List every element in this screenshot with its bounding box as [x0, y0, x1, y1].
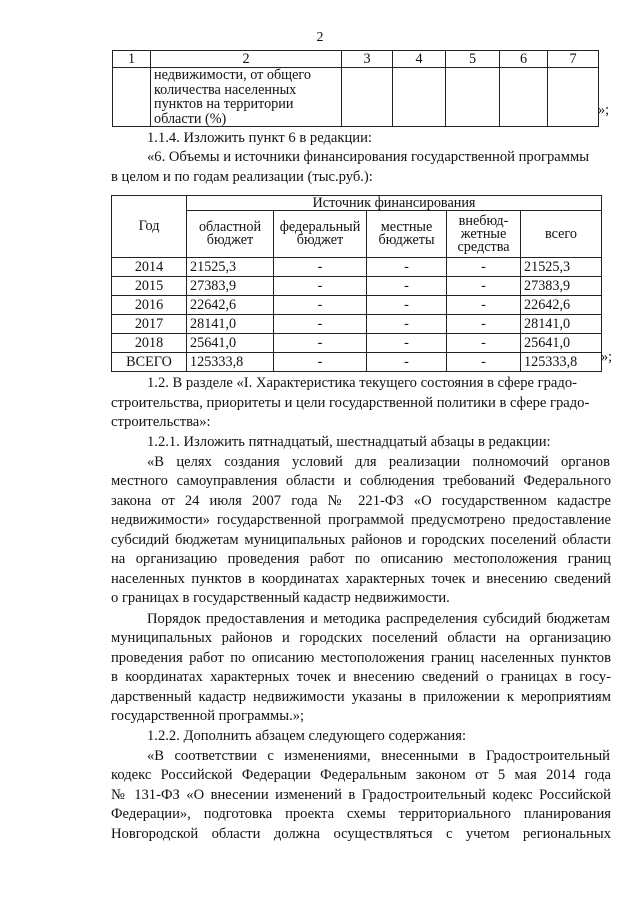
header-extrabudgetary — [447, 211, 521, 258]
federal-cell: - — [274, 334, 367, 353]
financing-table — [111, 195, 602, 372]
year-cell: 2014 — [112, 258, 187, 277]
table-row — [112, 258, 602, 277]
paragraph-line: о границах в государственный кадастр недвижимости. — [111, 590, 450, 606]
paragraph-line: «В целях создания условий для реализации полномочий органов — [147, 454, 610, 470]
year-cell: 2017 — [112, 315, 187, 334]
local-cell: - — [367, 258, 447, 277]
total-cell: 25641,0 — [521, 334, 602, 353]
header-federal — [274, 211, 367, 258]
table-cell — [500, 68, 548, 127]
regional-cell: 28141,0 — [187, 315, 274, 334]
local-cell: - — [367, 277, 447, 296]
extrabudgetary-cell: - — [447, 315, 521, 334]
cell-line: недвижимости, от общего — [154, 67, 311, 83]
cell-line: пунктов на территории — [154, 96, 294, 112]
extrabudgetary-cell: - — [447, 277, 521, 296]
column-number: 5 — [446, 51, 500, 68]
column-number: 7 — [548, 51, 599, 68]
header-line: всего — [545, 225, 577, 242]
paragraph-line: в координатах характерных точек и внесению сведений о границах в госу- — [111, 669, 611, 685]
extrabudgetary-cell: - — [447, 334, 521, 353]
table-row — [112, 315, 602, 334]
regional-cell: 125333,8 — [187, 353, 274, 372]
header-line: бюджет — [296, 232, 344, 248]
federal-cell: - — [274, 277, 367, 296]
total-cell: 27383,9 — [521, 277, 602, 296]
header-regional — [187, 211, 274, 258]
paragraph-1-2-2: 1.2.2. Дополнить абзацем следующего содержания: — [147, 728, 467, 744]
paragraph-line: на организацию проведения работ по описанию местоположения границ — [111, 551, 611, 567]
header-line: внебюд- — [458, 212, 509, 229]
table-cell — [548, 68, 599, 127]
paragraph-line: субсидий бюджетам муниципальных районов и городских поселений области — [111, 532, 611, 548]
header-line: жетные — [460, 225, 507, 242]
total-cell: 21525,3 — [521, 258, 602, 277]
regional-cell: 27383,9 — [187, 277, 274, 296]
federal-cell: - — [274, 258, 367, 277]
table-row — [112, 296, 602, 315]
table-row — [112, 277, 602, 296]
local-cell: - — [367, 334, 447, 353]
header-line: федеральный — [279, 219, 361, 235]
year-cell: 2015 — [112, 277, 187, 296]
total-cell: 125333,8 — [521, 353, 602, 372]
paragraph-line: № 131-ФЗ «О внесении изменений в Градостроительный кодекс Российской — [111, 787, 611, 803]
paragraph-line: 1.2. В разделе «I. Характеристика текущего состояния в сфере градо- — [147, 375, 577, 391]
paragraph-line: строительства, приоритеты и цели государственной политики в сфере градо- — [111, 395, 590, 411]
federal-cell: - — [274, 315, 367, 334]
quote-close: »; — [598, 102, 610, 118]
column-number: 3 — [342, 51, 393, 68]
paragraph-1-1-4: 1.1.4. Изложить пункт 6 в редакции: — [147, 130, 372, 146]
table-row — [112, 353, 602, 372]
header-line: областной — [198, 219, 262, 235]
table-row — [112, 334, 602, 353]
paragraph-line: кодекс Российской Федерации Федеральным законом от 5 мая 2014 года — [111, 767, 611, 783]
federal-cell: - — [274, 296, 367, 315]
header-local — [367, 211, 447, 258]
continued-table — [112, 50, 599, 127]
total-cell: 22642,6 — [521, 296, 602, 315]
page-number: 2 — [316, 30, 324, 45]
paragraph-line: муниципальных районов и городских поселений области на организацию — [111, 630, 611, 646]
paragraph-line: местного самоуправления области и соблюдения требований Федерального — [111, 473, 611, 489]
paragraph-line: недвижимости» государственной программой предусмотрено предоставление — [111, 512, 611, 528]
column-number: 1 — [113, 51, 151, 68]
extrabudgetary-cell: - — [447, 353, 521, 372]
header-line: местные — [380, 219, 433, 235]
cell-line: количества населенных — [154, 81, 297, 98]
table-cell — [113, 68, 151, 127]
paragraph-line: в целом и по годам реализации (тыс.руб.): — [111, 169, 373, 185]
paragraph-line: дарственный кадастр недвижимости указаны в приложении к мероприятиям — [111, 689, 611, 705]
header-source: Источник финансирования — [187, 196, 602, 211]
paragraph-line: Порядок предоставления и методика распределения субсидий бюджетам — [147, 611, 610, 627]
paragraph-1-2-1: 1.2.1. Изложить пятнадцатый, шестнадцатый абзацы в редакции: — [147, 434, 551, 450]
paragraph-line: «6. Объемы и источники финансирования государственной программы — [147, 149, 590, 165]
year-cell: 2016 — [112, 296, 187, 315]
paragraph-line: Федерации», подготовка проекта схемы территориального планирования — [111, 806, 611, 822]
table-cell — [393, 68, 446, 127]
extrabudgetary-cell: - — [447, 258, 521, 277]
quote-close: »; — [601, 349, 613, 365]
local-cell: - — [367, 315, 447, 334]
paragraph-line: населенных пунктов в координатах характерных точек и внесению сведений — [111, 571, 611, 587]
year-cell: ВСЕГО — [112, 353, 187, 372]
paragraph-line: строительства»: — [111, 414, 211, 430]
paragraph-line: Новгородской области должна осуществляться с учетом региональных — [111, 826, 611, 842]
cell-line: области (%) — [154, 110, 227, 127]
table-cell — [446, 68, 500, 127]
column-number: 4 — [393, 51, 446, 68]
header-line: средства — [457, 238, 510, 255]
paragraph-line: закона от 24 июля 2007 года № 221-ФЗ «О государственном кадастре — [111, 493, 611, 509]
paragraph-line: проведения работ по описанию местоположения границ населенных пунктов — [111, 650, 611, 666]
header-total — [521, 211, 602, 258]
federal-cell: - — [274, 353, 367, 372]
header-year: Год — [112, 196, 187, 258]
regional-cell: 22642,6 — [187, 296, 274, 315]
header-line: бюджеты — [378, 232, 435, 248]
column-number: 6 — [500, 51, 548, 68]
paragraph-line: государственной программы.»; — [111, 708, 305, 724]
year-cell: 2018 — [112, 334, 187, 353]
local-cell: - — [367, 296, 447, 315]
regional-cell: 21525,3 — [187, 258, 274, 277]
column-number: 2 — [151, 51, 342, 68]
total-cell: 28141,0 — [521, 315, 602, 334]
regional-cell: 25641,0 — [187, 334, 274, 353]
paragraph-line: «В соответствии с изменениями, внесенными в Градостроительный — [147, 748, 610, 764]
table-cell — [342, 68, 393, 127]
indicator-name-cell — [151, 68, 342, 127]
local-cell: - — [367, 353, 447, 372]
extrabudgetary-cell: - — [447, 296, 521, 315]
header-line: бюджет — [206, 232, 254, 248]
